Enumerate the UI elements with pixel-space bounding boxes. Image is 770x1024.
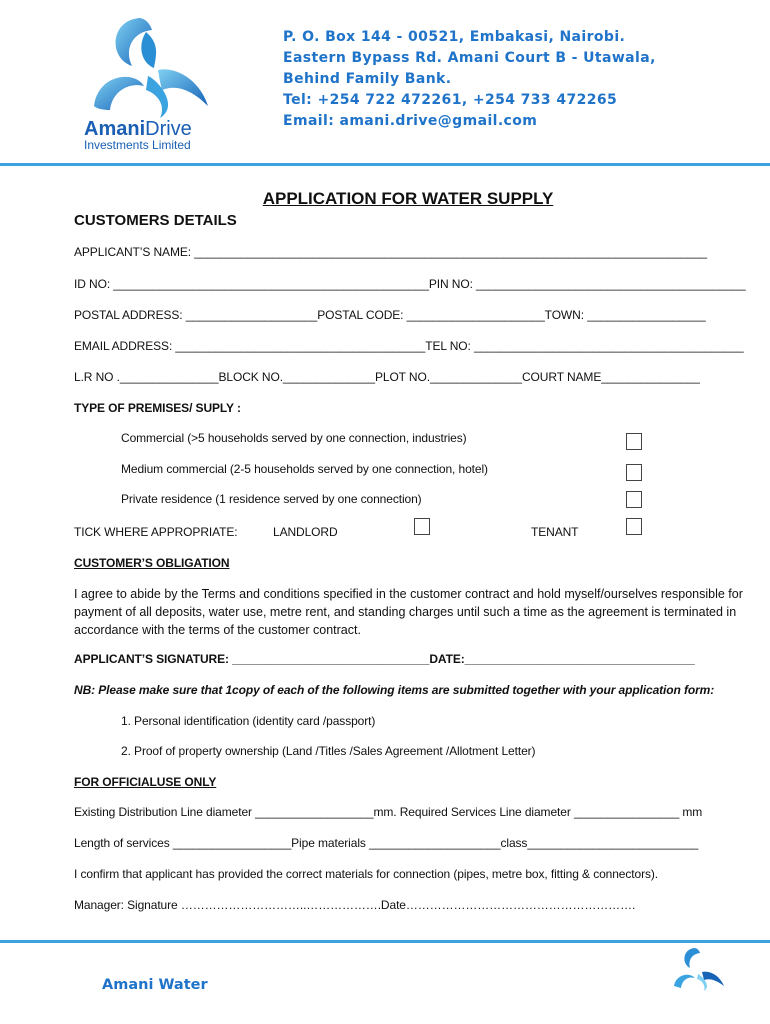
- checkbox-medium-commercial[interactable]: [626, 464, 642, 481]
- premises-option-medium: Medium commercial (2-5 households served by one connection, hotel): [121, 462, 488, 476]
- obligation-text: I agree to abide by the Terms and conditions specified in the customer contract and hold myself/ourselves responsible for payment of all deposits, water use, metre rent, and standing charges until such a time as the agreement is terminated in accordance with the terms of the customer contract.: [74, 587, 743, 637]
- checkbox-landlord[interactable]: [414, 518, 430, 535]
- address-line-3: Behind Family Bank.: [283, 71, 452, 87]
- tenant-label: TENANT: [531, 525, 579, 539]
- postal-address-field[interactable]: POSTAL ADDRESS: ____________________POSTAL CODE: _____________________TOWN: __________________: [74, 308, 706, 322]
- telephone: Tel: +254 722 472261, +254 733 472265: [283, 92, 618, 108]
- length-of-services-field[interactable]: Length of services __________________Pipe materials ____________________class__________________________: [74, 836, 699, 850]
- address-line-1: P. O. Box 144 - 00521, Embakasi, Nairobi.: [283, 29, 626, 45]
- nb-note: NB: Please make sure that 1copy of each of the following items are submitted together with your application form:: [74, 683, 715, 697]
- triskelion-logo-icon: [80, 10, 230, 125]
- brand-name-bold: Amani: [84, 118, 146, 140]
- distribution-line-field[interactable]: Existing Distribution Line diameter __________________mm. Required Services Line diameter ________________ mm: [74, 805, 703, 819]
- landlord-label: LANDLORD: [273, 525, 338, 539]
- brand-subtitle: Investments Limited: [84, 138, 191, 152]
- address-line-2: Eastern Bypass Rd. Amani Court B - Utawala,: [283, 50, 656, 66]
- company-address-block: [283, 27, 656, 132]
- obligation-heading: CUSTOMER’S OBLIGATION: [74, 556, 230, 570]
- requirement-item-2: 2. Proof of property ownership (Land /Titles /Sales Agreement /Allotment Letter): [121, 744, 536, 758]
- official-use-heading: FOR OFFICIALUSE ONLY: [74, 775, 217, 789]
- premises-option-commercial: Commercial (>5 households served by one connection, industries): [121, 431, 467, 445]
- company-logo: [80, 10, 230, 155]
- customers-details-heading: CUSTOMERS DETAILS: [74, 212, 237, 229]
- applicant-name-field[interactable]: APPLICANT’S NAME: ______________________________________________________________________________: [74, 245, 707, 259]
- confirmation-statement: I confirm that applicant has provided the correct materials for connection (pipes, metre box, fitting & connectors).: [74, 867, 659, 881]
- manager-signature-field[interactable]: Manager: Signature …………………………..……………….Date………………………………………………….: [74, 898, 636, 912]
- checkbox-tenant[interactable]: [626, 518, 642, 535]
- footer-triskelion-icon: [668, 944, 728, 994]
- header-divider: [0, 163, 770, 166]
- checkbox-private-residence[interactable]: [626, 491, 642, 508]
- premises-heading: TYPE OF PREMISES/ SUPLY :: [74, 401, 241, 415]
- footer-divider: [0, 940, 770, 943]
- checkbox-commercial[interactable]: [626, 433, 642, 450]
- form-title: APPLICATION FOR WATER SUPPLY: [262, 189, 554, 208]
- id-pin-field[interactable]: ID NO: ________________________________________________PIN NO: _________________________________________: [74, 277, 746, 291]
- footer-brand: Amani Water: [102, 977, 208, 993]
- lr-block-plot-field[interactable]: L.R NO ._______________BLOCK NO.______________PLOT NO.______________COURT NAME_______________: [74, 370, 700, 384]
- premises-option-private: Private residence (1 residence served by one connection): [121, 492, 422, 506]
- requirement-item-1: 1. Personal identification (identity card /passport): [121, 714, 376, 728]
- footer-logo: [668, 944, 728, 994]
- applicant-signature-field[interactable]: APPLICANT’S SIGNATURE: ______________________________DATE:___________________________________: [74, 652, 695, 666]
- email: Email: amani.drive@gmail.com: [283, 113, 538, 129]
- brand-name-light: Drive: [145, 118, 192, 140]
- tick-where-appropriate-label: TICK WHERE APPROPRIATE:: [74, 525, 238, 539]
- email-tel-field[interactable]: EMAIL ADDRESS: ______________________________________TEL NO: _________________________________________: [74, 339, 744, 353]
